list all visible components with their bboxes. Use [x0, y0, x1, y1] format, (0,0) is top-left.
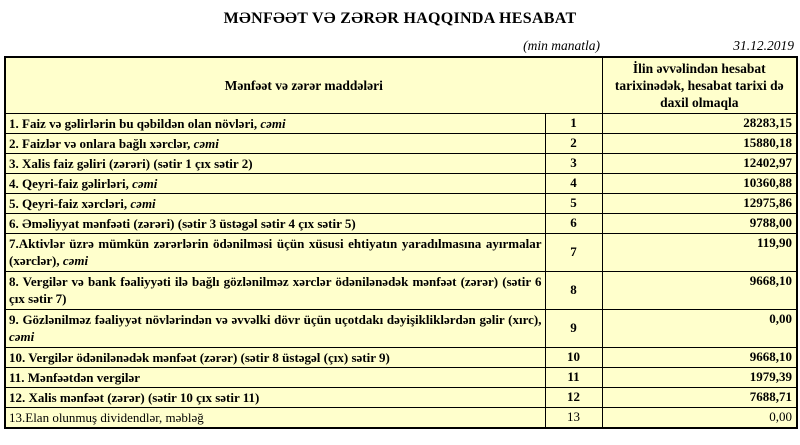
subtitle-line	[0, 37, 800, 54]
row-number: 3	[545, 153, 602, 173]
row-label: 2. Faizlər və onlara bağlı xərclər, cəmi	[5, 133, 545, 153]
row-label: 10. Vergilər ödənilənədək mənfəət (zərər) (sətir 8 üstəgəl (çıx) sətir 9)	[5, 347, 545, 367]
table-row	[5, 213, 797, 233]
report-date: 31.12.2019	[733, 38, 794, 53]
table-row	[5, 233, 797, 271]
row-value: 0,00	[602, 407, 797, 428]
table-row	[5, 153, 797, 173]
row-value: 10360,88	[602, 173, 797, 193]
row-value: 9668,10	[602, 347, 797, 367]
row-label: 12. Xalis mənfəət (zərər) (sətir 10 çıx sətir 11)	[5, 387, 545, 407]
row-value: 15880,18	[602, 133, 797, 153]
row-value: 28283,15	[602, 113, 797, 133]
unit-note: (min manatla)	[523, 38, 600, 53]
table-row	[5, 193, 797, 213]
table-header-items: Mənfəət və zərər maddələri	[5, 57, 602, 113]
row-label: 1. Faiz və gəlirlərin bu qəbildən olan növləri, cəmi	[5, 113, 545, 133]
row-value: 7688,71	[602, 387, 797, 407]
table-row	[5, 387, 797, 407]
page-title: MƏNFƏƏT VƏ ZƏRƏR HAQQINDA HESABAT	[223, 10, 577, 27]
row-label: 9. Gözlənilməz fəaliyyət növlərindən və əvvəlki dövr üçün uçotdakı dəyişikliklərdən gəlir (xırc), cəmi	[5, 309, 545, 347]
row-value: 9788,00	[602, 213, 797, 233]
row-value: 9668,10	[602, 271, 797, 309]
table-header-period: İlin əvvəlindən hesabat tarixinədək, hesabat tarixi də daxil olmaqla	[602, 57, 797, 113]
table-row	[5, 407, 797, 428]
row-number: 11	[545, 367, 602, 387]
row-label: 3. Xalis faiz gəliri (zərəri) (sətir 1 çıx sətir 2)	[5, 153, 545, 173]
table-row	[5, 347, 797, 367]
table-row	[5, 271, 797, 309]
row-number: 5	[545, 193, 602, 213]
row-value: 12402,97	[602, 153, 797, 173]
row-label: 5. Qeyri-faiz xərcləri, cəmi	[5, 193, 545, 213]
row-number: 12	[545, 387, 602, 407]
row-number: 7	[545, 233, 602, 271]
row-label: 8. Vergilər və bank fəaliyyəti ilə bağlı gözlənilməz xərclər ödənilənədək mənfəət (zərər) (sətir 6 çıx sətir 7)	[5, 271, 545, 309]
row-label: 7.Aktivlər üzrə mümkün zərərlərin ödənilməsi üçün xüsusi ehtiyatın yaradılmasına ayırmalar (xərclər), cəmi	[5, 233, 545, 271]
row-label: 6. Əməliyyat mənfəəti (zərəri) (sətir 3 üstəgəl sətir 4 çıx sətir 5)	[5, 213, 545, 233]
table-row	[5, 367, 797, 387]
table-row	[5, 113, 797, 133]
table-row	[5, 133, 797, 153]
row-label: 11. Mənfəətdən vergilər	[5, 367, 545, 387]
row-number: 10	[545, 347, 602, 367]
row-number: 2	[545, 133, 602, 153]
row-value: 12975,86	[602, 193, 797, 213]
row-value: 1979,39	[602, 367, 797, 387]
table-header-row	[5, 57, 797, 113]
row-number: 9	[545, 309, 602, 347]
row-number: 13	[545, 407, 602, 428]
row-number: 4	[545, 173, 602, 193]
row-label: 4. Qeyri-faiz gəlirləri, cəmi	[5, 173, 545, 193]
row-number: 8	[545, 271, 602, 309]
row-label: 13.Elan olunmuş dividendlər, məbləğ	[5, 407, 545, 428]
row-number: 6	[545, 213, 602, 233]
row-value: 119,90	[602, 233, 797, 271]
row-number: 1	[545, 113, 602, 133]
table-row	[5, 173, 797, 193]
row-value: 0,00	[602, 309, 797, 347]
pl-table	[4, 56, 798, 429]
table-row	[5, 309, 797, 347]
